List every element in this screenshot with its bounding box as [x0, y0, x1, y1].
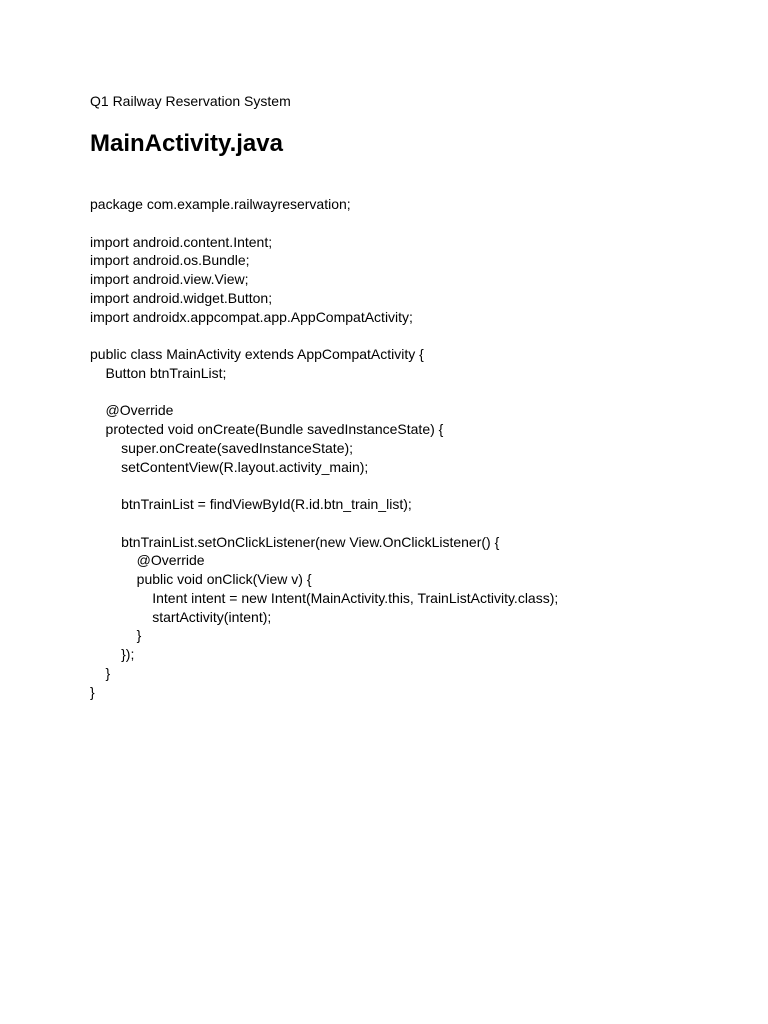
code-line: super.onCreate(savedInstanceState); — [90, 439, 354, 456]
document-subtitle: Q1 Railway Reservation System — [90, 93, 291, 109]
code-block — [90, 195, 730, 701]
code-line: } — [90, 683, 95, 700]
code-line: public void onClick(View v) { — [90, 571, 312, 587]
code-line: public class MainActivity extends AppCompatActivity { — [90, 346, 424, 362]
code-line: startActivity(intent); — [90, 608, 272, 625]
code-line: } — [90, 627, 142, 644]
code-line: protected void onCreate(Bundle savedInstanceState) { — [90, 421, 444, 437]
code-line: package com.example.railwayreservation; — [90, 196, 351, 212]
code-line: Intent intent = new Intent(MainActivity.this, TrainListActivity.class); — [90, 589, 559, 606]
code-line: }); — [90, 646, 135, 662]
code-line: setContentView(R.layout.activity_main); — [90, 458, 369, 475]
code-line: @Override — [90, 402, 174, 419]
code-line: @Override — [90, 552, 205, 569]
code-line — [90, 476, 730, 495]
code-line: import android.widget.Button; — [90, 289, 273, 306]
code-line: } — [90, 664, 111, 681]
code-line: import androidx.appcompat.app.AppCompatActivity; — [90, 308, 413, 325]
code-line — [90, 214, 730, 233]
document-title: MainActivity.java — [90, 130, 283, 157]
code-line: import android.content.Intent; — [90, 233, 273, 250]
code-line: import android.os.Bundle; — [90, 252, 250, 269]
code-line: btnTrainList = findViewById(R.id.btn_train_list); — [90, 496, 412, 512]
code-line — [90, 326, 730, 345]
code-line: Button btnTrainList; — [90, 364, 227, 381]
code-line: import android.view.View; — [90, 271, 249, 287]
code-line: btnTrainList.setOnClickListener(new View.OnClickListener() { — [90, 533, 500, 550]
code-line — [90, 383, 730, 402]
code-line — [90, 514, 730, 533]
